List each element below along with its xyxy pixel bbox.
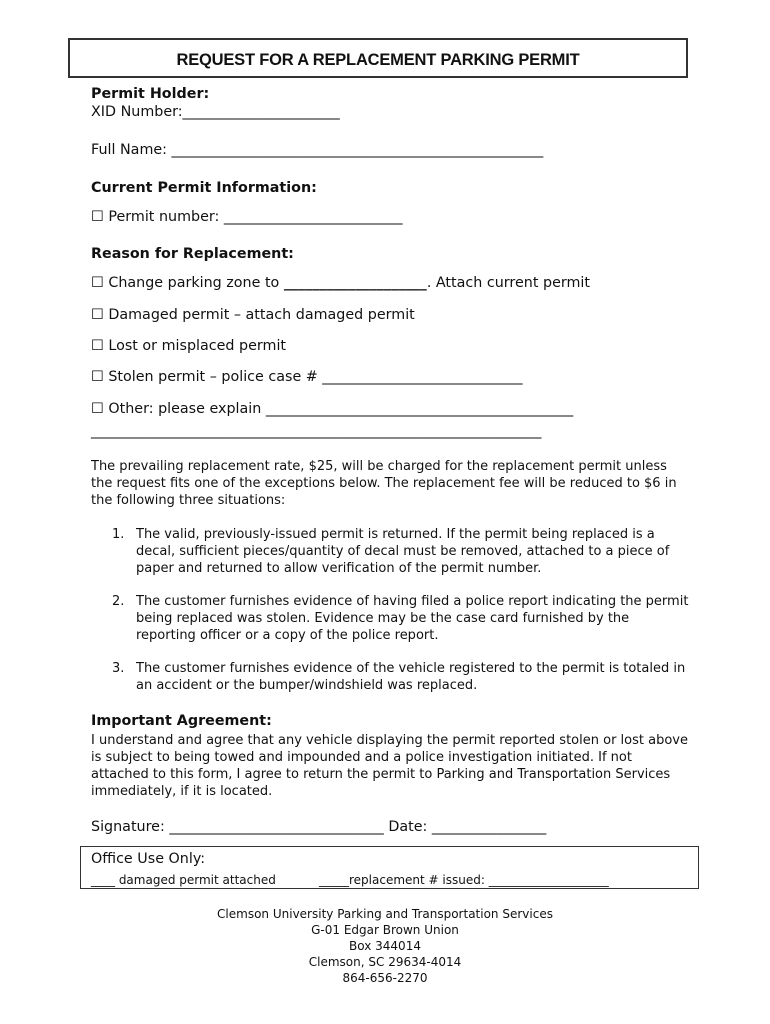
agreement-heading: Important Agreement:: [91, 713, 272, 729]
office-use-box: [80, 846, 699, 889]
footer-phone: 864-656-2270: [342, 971, 428, 985]
change-zone-option[interactable]: [91, 275, 590, 291]
change-zone-blank[interactable]: ____________________: [283, 275, 427, 291]
damaged-attached-field[interactable]: ____ damaged permit attached: [91, 873, 276, 887]
agreement-text: I understand and agree that any vehicle displaying the permit reported stolen or lost above is subject to being towed and impounded and a police investigation initiated. If not attached to this form, I agree to return the permit to Parking and Transportation Services immediately, if it is located.: [91, 733, 688, 799]
exception-text: The valid, previously-issued permit is returned. If the permit being replaced is a decal, sufficient pieces/quantity of decal must be removed, attached to a piece of paper and returned to allow verification of the permit number.: [136, 527, 670, 576]
full-name-field[interactable]: Full Name: ____________________________________________________: [91, 142, 544, 158]
change-zone-suffix: . Attach current permit: [426, 275, 590, 291]
footer-room: G-01 Edgar Brown Union: [311, 923, 459, 937]
rate-paragraph: The prevailing replacement rate, $25, will be charged for the replacement permit unless the request fits one of the exceptions below. The replacement fee will be reduced to $6 in the following three situations:: [91, 459, 677, 508]
exception-number: 2.: [112, 594, 125, 609]
footer-city: Clemson, SC 29634-4014: [308, 955, 462, 969]
damaged-permit-option[interactable]: ☐ Damaged permit – attach damaged permit: [91, 307, 415, 323]
current-permit-heading: Current Permit Information:: [91, 180, 317, 196]
lost-permit-option[interactable]: ☐ Lost or misplaced permit: [91, 338, 287, 354]
exceptions-list: [112, 526, 692, 710]
other-reason-option[interactable]: ☐ Other: please explain ___________________________________________: [91, 401, 574, 417]
permit-holder-heading: Permit Holder:: [91, 86, 210, 102]
permit-number-field[interactable]: ☐ Permit number: _________________________: [91, 209, 403, 225]
title-box: [68, 38, 688, 78]
change-zone-label: ☐ Change parking zone to: [91, 275, 284, 291]
exception-text: The customer furnishes evidence of having filed a police report indicating the permit being replaced was stolen. Evidence may be the case card furnished by the reporting officer or a copy of the police report.: [136, 594, 689, 643]
stolen-permit-option[interactable]: ☐ Stolen permit – police case # ____________________________: [91, 369, 523, 385]
signature-date-line[interactable]: Signature: ______________________________ Date: ________________: [91, 819, 547, 835]
exception-number: 1.: [112, 527, 125, 542]
reason-heading: Reason for Replacement:: [91, 246, 294, 262]
exception-item: [112, 526, 692, 577]
exception-item: [112, 593, 692, 644]
exception-item: [112, 660, 692, 694]
other-reason-line[interactable]: _______________________________________________________________: [91, 423, 542, 439]
footer-org: Clemson University Parking and Transportation Services: [217, 907, 553, 921]
exception-number: 3.: [112, 661, 125, 676]
footer-box: Box 344014: [349, 939, 421, 953]
replacement-issued-field[interactable]: _____replacement # issued: ____________________: [319, 873, 609, 887]
exception-text: The customer furnishes evidence of the vehicle registered to the permit is totaled in an accident or the bumper/windshield was replaced.: [136, 661, 686, 693]
page-title: REQUEST FOR A REPLACEMENT PARKING PERMIT: [176, 51, 580, 69]
xid-number-field[interactable]: XID Number:______________________: [91, 104, 340, 120]
footer-address: [0, 906, 770, 986]
office-use-title: Office Use Only:: [91, 851, 206, 867]
